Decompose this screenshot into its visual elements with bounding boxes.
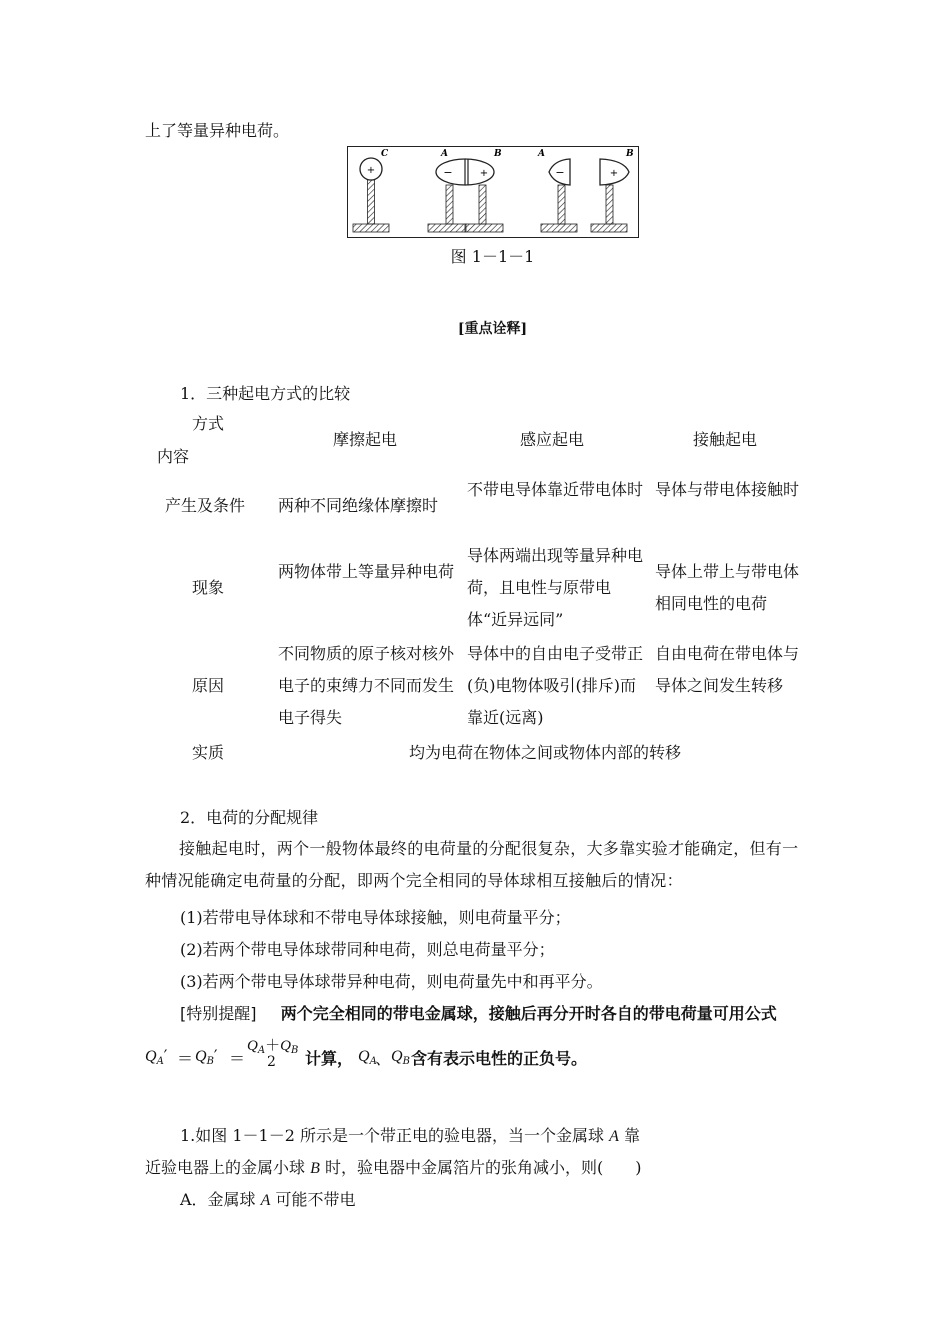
label-b2: B bbox=[626, 149, 634, 159]
formula-eq2: ＝ bbox=[229, 1049, 246, 1068]
formula-tail2: 含有表示电性的正负号。 bbox=[411, 1049, 588, 1068]
formula-tail1: 计算， bbox=[305, 1049, 354, 1068]
table-cell: 导体两端出现等量异种电荷，且电性与原带电体“近异远同” bbox=[467, 546, 644, 629]
sphere-c-sign: + bbox=[366, 165, 376, 176]
table-cell: 两物体带上等量异种电荷 bbox=[278, 562, 455, 581]
base-a2 bbox=[541, 224, 577, 232]
item1-title: 1．三种起电方式的比较 bbox=[180, 384, 351, 403]
conductor-b-sign: + bbox=[479, 168, 489, 179]
item2-paragraph: 接触起电时，两个一般物体最终的电荷量的分配很复杂，大多靠实验才能确定，但有一种情况能确定电荷量的分配，即两个完全相同的导体球相互接触后的情况： bbox=[145, 839, 799, 890]
formula-qb-2: $Q_B$ bbox=[391, 1048, 410, 1067]
table-header-col2: 感应起电 bbox=[519, 430, 584, 449]
table-row-label: 现象 bbox=[192, 578, 225, 597]
tip-text: 两个完全相同的带电金属球，接触后再分开时各自的带电荷量可用公式 bbox=[280, 1004, 777, 1023]
stand-a1 bbox=[446, 185, 453, 224]
conductor-a-sign: − bbox=[443, 166, 453, 179]
base-c bbox=[353, 224, 389, 232]
base-b2 bbox=[591, 224, 627, 232]
table-cell: 不同物质的原子核对核外电子的束缚力不同而发生电子得失 bbox=[278, 644, 455, 727]
formula-eq1: ＝ bbox=[177, 1049, 194, 1068]
rule-point: (3)若两个带电导体球带异种电荷，则电荷量先中和再平分。 bbox=[180, 972, 603, 991]
formula-sep: 、 bbox=[375, 1049, 392, 1068]
stand-b2 bbox=[606, 185, 613, 224]
formula-line bbox=[145, 1034, 845, 1074]
figure-electroscope-diagram bbox=[347, 146, 639, 238]
item2-title: 2．电荷的分配规律 bbox=[180, 808, 319, 827]
question-line2: 近验电器上的金属小球 B 时，验电器中金属箔片的张角减小，则( ) bbox=[145, 1158, 642, 1177]
label-a1: A bbox=[441, 149, 448, 159]
table-header-col1: 摩擦起电 bbox=[332, 430, 397, 449]
table-cell: 导体与带电体接触时 bbox=[655, 480, 800, 499]
table-cell: 自由电荷在带电体与导体之间发生转移 bbox=[655, 644, 800, 695]
question-option-a: A．金属球 A 可能不带电 bbox=[180, 1190, 356, 1209]
table-merged-cell: 均为电荷在物体之间或物体内部的转移 bbox=[408, 743, 681, 762]
section-title: [重点诠释] bbox=[457, 321, 528, 337]
base-a1 bbox=[428, 224, 466, 232]
tip-label: [特别提醒] bbox=[180, 1004, 257, 1023]
formula-qb: $Q_B'$ bbox=[195, 1046, 218, 1067]
formula-denominator: 2 bbox=[267, 1054, 276, 1070]
table-cell: 不带电导体靠近带电体时 bbox=[467, 480, 644, 499]
intro-line: 上了等量异种电荷。 bbox=[145, 121, 290, 140]
formula-numerator: $Q_A+Q_B$ bbox=[247, 1036, 299, 1056]
question-line1: 1.如图 1－1－2 所示是一个带正电的验电器，当一个金属球 A 靠 bbox=[180, 1126, 640, 1145]
figure-caption: 图 1－1－1 bbox=[450, 247, 535, 266]
formula-qa: $Q_A'$ bbox=[145, 1046, 168, 1067]
label-a2: A bbox=[538, 149, 545, 159]
table-corner-top: 方式 bbox=[192, 414, 225, 433]
tip-line bbox=[180, 1001, 777, 1024]
table-row-label: 实质 bbox=[192, 743, 225, 762]
figure-svg bbox=[348, 147, 638, 237]
stand-c bbox=[368, 180, 375, 224]
stand-b1 bbox=[479, 185, 486, 224]
base-b1 bbox=[465, 224, 503, 232]
rule-point: (2)若两个带电导体球带同种电荷，则总电荷量平分； bbox=[180, 940, 555, 959]
label-c: C bbox=[381, 149, 389, 159]
table-row-label: 产生及条件 bbox=[165, 496, 246, 515]
table-header-col3: 接触起电 bbox=[692, 430, 757, 449]
conductor-b-separated-sign: + bbox=[609, 168, 619, 179]
table-cell: 导体上带上与带电体相同电性的电荷 bbox=[655, 562, 800, 613]
formula-qa-2: $Q_A$ bbox=[358, 1048, 377, 1067]
table-cell: 导体中的自由电子受带正(负)电物体吸引(排斥)而靠近(远离) bbox=[467, 644, 644, 727]
rule-point: (1)若带电导体球和不带电导体球接触，则电荷量平分； bbox=[180, 908, 571, 927]
table-corner-bottom: 内容 bbox=[157, 447, 190, 466]
stand-a2 bbox=[558, 185, 565, 224]
table-cell: 两种不同绝缘体摩擦时 bbox=[278, 496, 439, 515]
table-row-label: 原因 bbox=[192, 676, 225, 695]
label-b1: B bbox=[494, 149, 502, 159]
conductor-a-separated-sign: − bbox=[555, 166, 565, 179]
